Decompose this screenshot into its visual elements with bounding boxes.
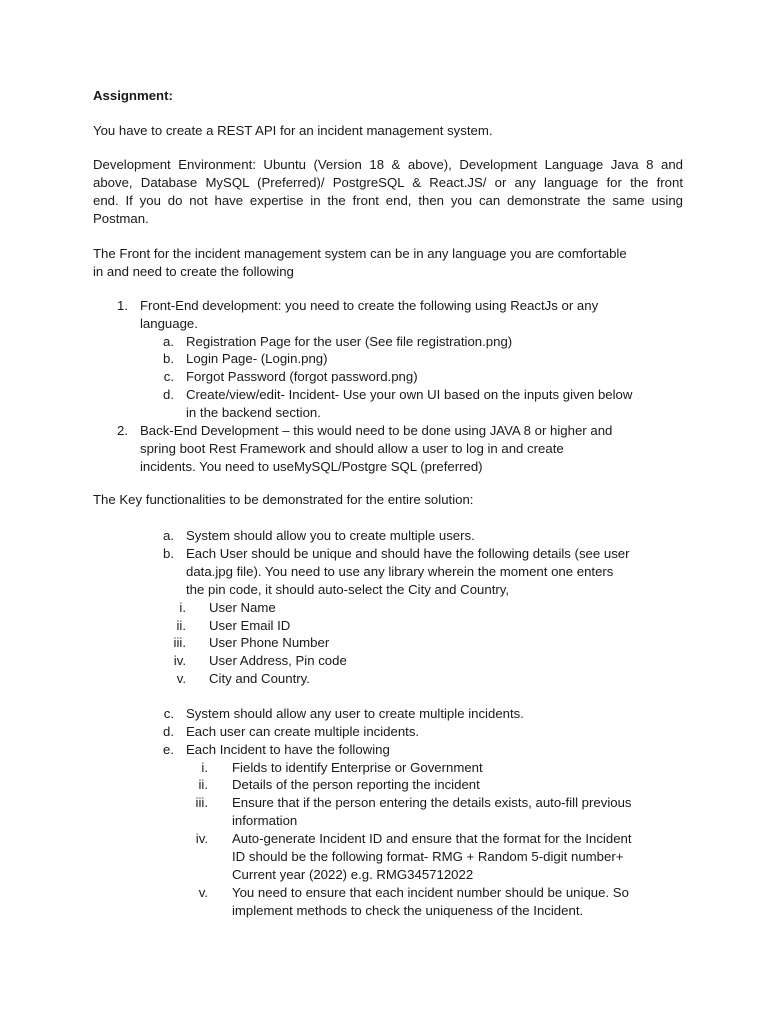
list-marker: d. bbox=[163, 387, 174, 402]
list-item-line: System should allow any user to create multiple incidents. bbox=[186, 706, 524, 721]
list-item-line: You need to ensure that each incident number should be unique. So bbox=[232, 885, 629, 900]
list-item-line: ID should be the following format- RMG + Random 5-digit number+ bbox=[232, 849, 624, 864]
list-item-line: User Address, Pin code bbox=[209, 653, 347, 668]
list-marker: a. bbox=[163, 528, 174, 543]
list-marker: e. bbox=[163, 742, 174, 757]
list-marker: iii. bbox=[173, 635, 186, 650]
list-marker: i. bbox=[179, 600, 186, 615]
list-item-line: language. bbox=[140, 316, 198, 331]
list-marker: i. bbox=[201, 760, 208, 775]
assignment-heading: Assignment: bbox=[93, 88, 173, 103]
front-line: in and need to create the following bbox=[93, 264, 294, 279]
list-marker: ii. bbox=[198, 777, 208, 792]
list-item-line: Registration Page for the user (See file registration.png) bbox=[186, 334, 513, 349]
list-item-line: the pin code, it should auto-select the City and Country, bbox=[186, 582, 510, 597]
list-item-line: Create/view/edit- Incident- Use your own UI based on the inputs given below bbox=[186, 387, 633, 402]
list-item-line: spring boot Rest Framework and should allow a user to log in and create bbox=[140, 441, 564, 456]
list-item-line: User Phone Number bbox=[209, 635, 330, 650]
list-item-line: System should allow you to create multiple users. bbox=[186, 528, 475, 543]
list-item-line: Login Page- (Login.png) bbox=[186, 351, 328, 366]
list-item-line: User Email ID bbox=[209, 618, 291, 633]
list-marker: iv. bbox=[173, 653, 186, 668]
environment-line: Development Environment: Ubuntu (Version 18 & above), Development Language Java 8 and bbox=[93, 157, 683, 172]
intro-paragraph: You have to create a REST API for an incident management system. bbox=[93, 123, 493, 138]
list-item-line: Details of the person reporting the incident bbox=[232, 777, 480, 792]
list-item-line: Back-End Development – this would need to be done using JAVA 8 or higher and bbox=[140, 423, 613, 438]
list-item-line: Each User should be unique and should have the following details (see user bbox=[186, 546, 630, 561]
list-item-line: incidents. You need to useMySQL/Postgre SQL (preferred) bbox=[140, 459, 483, 474]
list-marker: v. bbox=[198, 885, 208, 900]
list-item-line: City and Country. bbox=[209, 671, 310, 686]
list-item-line: Current year (2022) e.g. RMG345712022 bbox=[232, 867, 474, 882]
list-item-line: Each user can create multiple incidents. bbox=[186, 724, 420, 739]
list-item-line: in the backend section. bbox=[186, 405, 321, 420]
list-item-line: Auto-generate Incident ID and ensure that the format for the Incident bbox=[232, 831, 632, 846]
list-item-line: Fields to identify Enterprise or Government bbox=[232, 760, 483, 775]
list-marker: d. bbox=[163, 724, 174, 739]
list-marker: 2. bbox=[117, 423, 128, 438]
list-item-line: data.jpg file). You need to use any library wherein the moment one enters bbox=[186, 564, 614, 579]
list-item-line: implement methods to check the uniqueness of the Incident. bbox=[232, 903, 584, 918]
list-item-line: Each Incident to have the following bbox=[186, 742, 390, 757]
list-marker: iv. bbox=[195, 831, 208, 846]
list-marker: a. bbox=[163, 334, 174, 349]
list-marker: iii. bbox=[195, 795, 208, 810]
list-marker: b. bbox=[163, 546, 174, 561]
list-item-line: Ensure that if the person entering the details exists, auto-fill previous bbox=[232, 795, 632, 810]
environment-line: end. If you do not have expertise in the front end, then you can demonstrate the same using bbox=[93, 193, 683, 208]
key-functionalities-intro: The Key functionalities to be demonstrated for the entire solution: bbox=[93, 492, 474, 507]
list-item-line: information bbox=[232, 813, 298, 828]
list-marker: c. bbox=[163, 706, 174, 721]
list-item-line: Forgot Password (forgot password.png) bbox=[186, 369, 418, 384]
list-marker: b. bbox=[163, 351, 174, 366]
environment-line: above, Database MySQL (Preferred)/ PostgreSQL & React.JS/ or any language for the front bbox=[93, 175, 683, 190]
list-item-line: User Name bbox=[209, 600, 276, 615]
list-marker: ii. bbox=[176, 618, 186, 633]
environment-line: Postman. bbox=[93, 211, 149, 226]
front-line: The Front for the incident management system can be in any language you are comfortable bbox=[93, 246, 627, 261]
list-marker: 1. bbox=[117, 298, 128, 313]
list-marker: v. bbox=[176, 671, 186, 686]
list-marker: c. bbox=[163, 369, 174, 384]
list-item-line: Front-End development: you need to create the following using ReactJs or any bbox=[140, 298, 599, 313]
